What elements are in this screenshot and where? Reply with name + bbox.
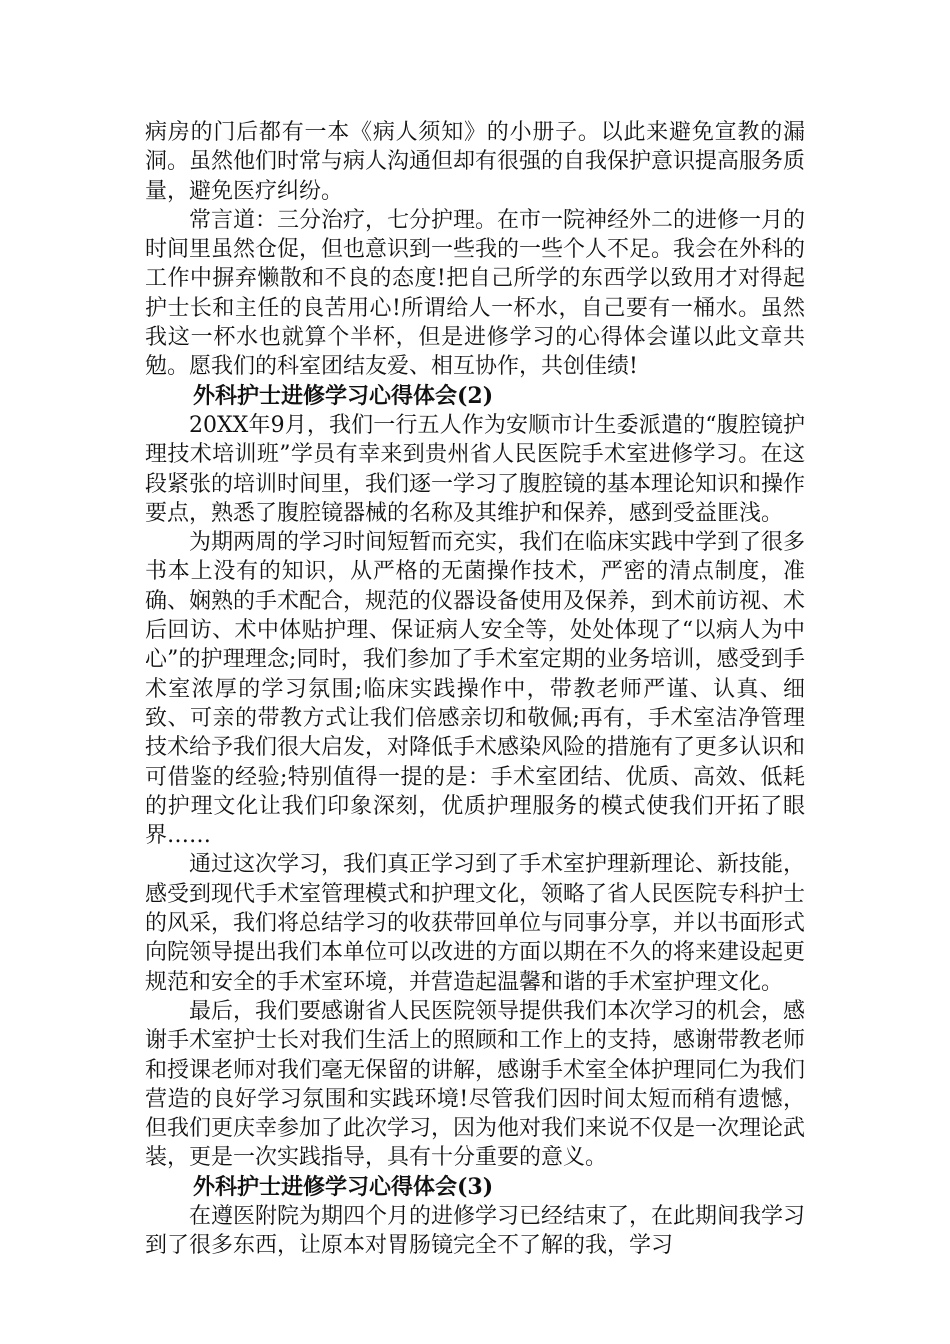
paragraph-intro-continued: 病房的门后都有一本《病人须知》的小册子。以此来避免宣教的漏洞。虽然他们时常与病人沟通但却有很强的自我保护意识提高服务质量，避免医疗纠纷。: [145, 120, 806, 204]
paragraph-conclusion-1: 常言道：三分治疗，七分护理。在市一院神经外二的进修一月的时间里虽然仓促，但也意识到一些我的一些个人不足。我会在外科的工作中摒弃懒散和不良的态度!把自己所学的东西学以致用才对得起护士长和主任的良苦用心!所谓给人一杯水，自己要有一桶水。虽然我这一杯水也就算个半杯，但是进修学习的心得体会谨以此文章共勉。愿我们的科室团结友爱、相互协作，共创佳绩!: [145, 207, 806, 380]
paragraph-2-1: 20XX年9月，我们一行五人作为安顺市计生委派遣的“腹腔镜护理技术培训班”学员有幸来到贵州省人民医院手术室进修学习。在这段紧张的培训时间里，我们逐一学习了腹腔镜的基本理论知识和操作要点，熟悉了腹腔镜器械的名称及其维护和保养，感到受益匪浅。: [145, 412, 806, 526]
paragraph-2-2: 为期两周的学习时间短暂而充实，我们在临床实践中学到了很多书本上没有的知识，从严格的无菌操作技术，严密的清点制度，准确、娴熟的手术配合，规范的仪器设备使用及保养，到术前访视、术后回访、术中体贴护理、保证病人安全等，处处体现了“以病人为中心”的护理理念;同时，我们参加了手术室定期的业务培训，感受到手术室浓厚的学习氛围;临床实践操作中，带教老师严谨、认真、细致、可亲的带教方式让我们倍感亲切和敬佩;再有，手术室洁净管理技术给予我们很大启发，对降低手术感染风险的措施有了更多认识和可借鉴的经验;特别值得一提的是：手术室团结、优质、高效、低耗的护理文化让我们印象深刻，优质护理服务的模式使我们开拓了眼界……: [145, 530, 806, 849]
section-heading-3: 外科护士进修学习心得体会(3): [193, 1173, 494, 1200]
section-heading-2: 外科护士进修学习心得体会(2): [193, 382, 494, 409]
paragraph-3-1: 在遵医附院为期四个月的进修学习已经结束了，在此期间我学习到了很多东西，让原本对胃肠镜完全不了解的我，学习: [145, 1203, 806, 1259]
document-body: [145, 118, 805, 1261]
paragraph-2-3: 通过这次学习，我们真正学习到了手术室护理新理论、新技能，感受到现代手术室管理模式和护理文化，领略了省人民医院专科护士的风采，我们将总结学习的收获带回单位与同事分享，并以书面形式向院领导提出我们本单位可以改进的方面以期在不久的将来建设起更规范和安全的手术室环境，并营造起温馨和谐的手术室护理文化。: [145, 852, 806, 995]
paragraph-2-4: 最后，我们要感谢省人民医院领导提供我们本次学习的机会，感谢手术室护士长对我们生活上的照顾和工作上的支持，感谢带教老师和授课老师对我们毫无保留的讲解，感谢手术室全体护理同仁为我们营造的良好学习氛围和实践环境!尽管我们因时间太短而稍有遗憾，但我们更庆幸参加了此次学习，因为他对我们来说不仅是一次理论武装，更是一次实践指导，具有十分重要的意义。: [145, 998, 806, 1171]
